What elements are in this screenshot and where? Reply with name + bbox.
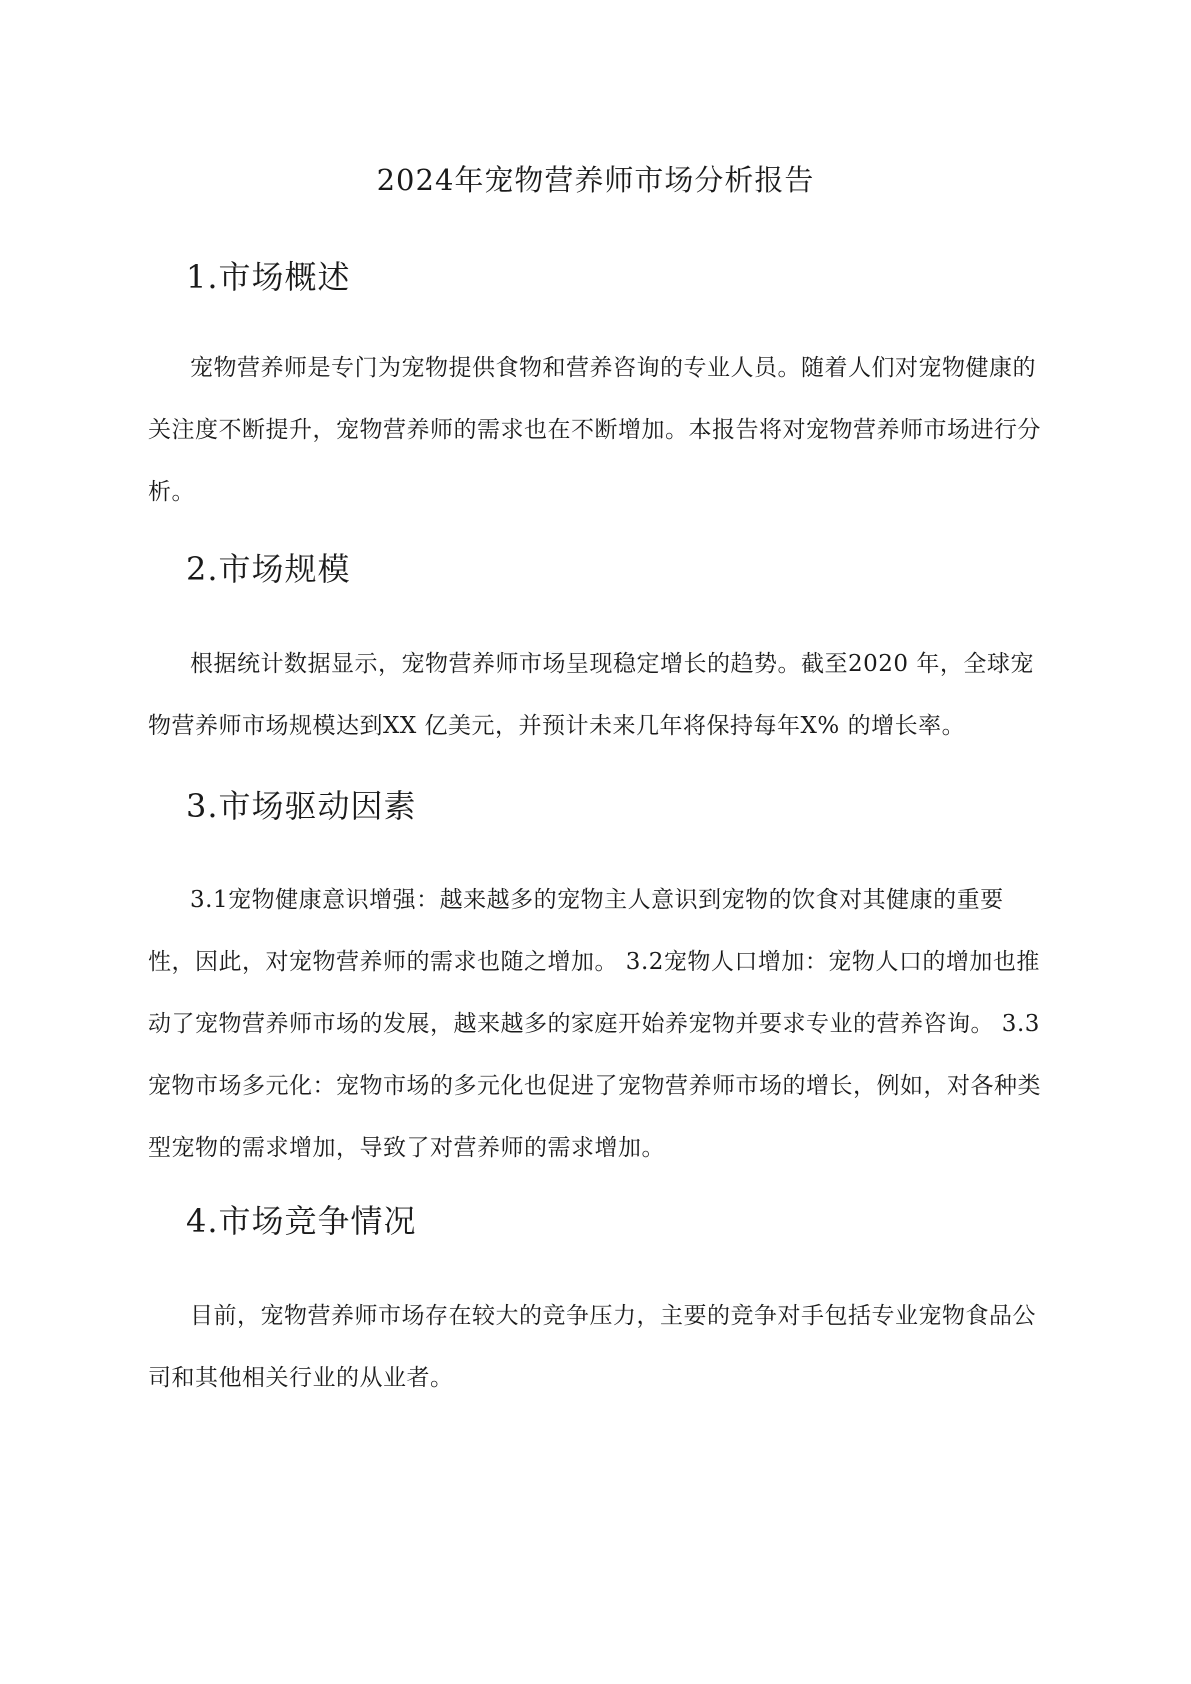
- section-body-market-drivers: 3.1宠物健康意识增强：越来越多的宠物主人意识到宠物的饮食对其健康的重要性，因此，对宠物营养师的需求也随之增加。 3.2宠物人口增加：宠物人口的增加也推动了宠物营养师市场的发展，越来越多的家庭开始养宠物并要求专业的营养咨询。 3.3宠物市场多元化：宠物市场的多元化也促进了宠物营养师市场的增长，例如，对各种类型宠物的需求增加，导致了对营养师的需求增加。: [148, 887, 1041, 1161]
- document-title: 2024年宠物营养师市场分析报告: [376, 163, 815, 197]
- section-body-market-competition: 目前，宠物营养师市场存在较大的竞争压力，主要的竞争对手包括专业宠物食品公司和其他相关行业的从业者。: [148, 1303, 1036, 1391]
- section-heading-market-size: 2.市场规模: [186, 550, 351, 588]
- section-heading-market-competition: 4.市场竞争情况: [186, 1202, 417, 1240]
- section-body-market-size: 根据统计数据显示，宠物营养师市场呈现稳定增长的趋势。截至2020 年，全球宠物营养师市场规模达到XX 亿美元，并预计未来几年将保持每年X% 的增长率。: [148, 651, 1034, 739]
- section-heading-market-overview: 1.市场概述: [186, 258, 351, 296]
- section-body-market-overview: 宠物营养师是专门为宠物提供食物和营养咨询的专业人员。随着人们对宠物健康的关注度不断提升，宠物营养师的需求也在不断增加。本报告将对宠物营养师市场进行分析。: [148, 355, 1041, 505]
- section-heading-market-drivers: 3.市场驱动因素: [186, 787, 417, 825]
